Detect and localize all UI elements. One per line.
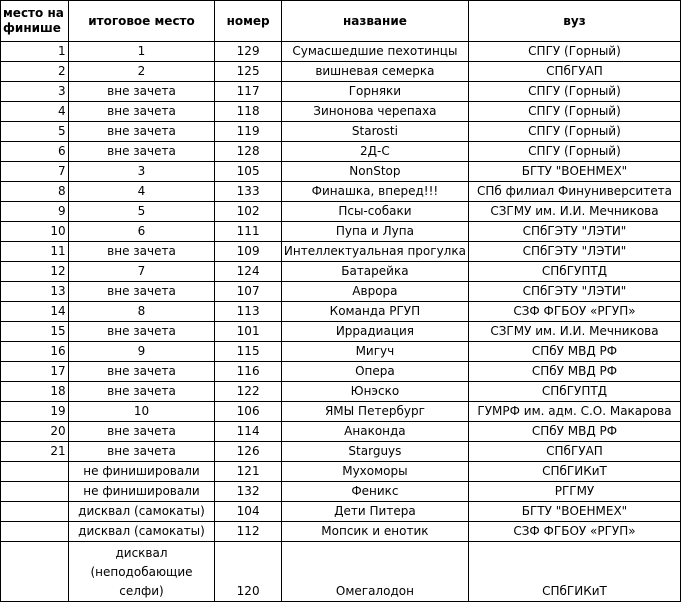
team-number-cell: 105 <box>215 162 282 182</box>
table-row <box>1 202 681 222</box>
final-place-cell: 7 <box>68 262 215 282</box>
final-place-cell: вне зачета <box>68 282 215 302</box>
finish-place-cell: 5 <box>1 122 69 142</box>
finish-place-cell: 4 <box>1 102 69 122</box>
team-name-cell: Интеллектуальная прогулка <box>281 242 468 262</box>
table-row <box>1 322 681 342</box>
team-name-cell: Starguys <box>281 442 468 462</box>
table-row <box>1 42 681 62</box>
header-row <box>1 1 681 42</box>
finish-place-cell: 2 <box>1 62 69 82</box>
finish-place-cell: 12 <box>1 262 69 282</box>
team-name-cell: NonStop <box>281 162 468 182</box>
team-name-cell: Дети Питера <box>281 502 468 522</box>
finish-place-cell: 21 <box>1 442 69 462</box>
team-number-cell: 120 <box>215 542 282 602</box>
finish-place-cell: 6 <box>1 142 69 162</box>
finish-place-cell: 10 <box>1 222 69 242</box>
table-row <box>1 442 681 462</box>
final-place-cell: дисквал (неподобающие селфи) <box>68 542 215 602</box>
finish-place-cell: 15 <box>1 322 69 342</box>
team-name-cell: Юнэско <box>281 382 468 402</box>
team-number-cell: 107 <box>215 282 282 302</box>
university-cell: СПГУ (Горный) <box>468 82 680 102</box>
team-number-cell: 121 <box>215 462 282 482</box>
table-row <box>1 342 681 362</box>
team-number-cell: 106 <box>215 402 282 422</box>
team-number-cell: 109 <box>215 242 282 262</box>
table-row <box>1 502 681 522</box>
table-row <box>1 62 681 82</box>
team-number-cell: 113 <box>215 302 282 322</box>
table-row <box>1 522 681 542</box>
finish-place-cell: 1 <box>1 42 69 62</box>
team-name-cell: Мопсик и енотик <box>281 522 468 542</box>
table-row <box>1 162 681 182</box>
team-name-cell: Аврора <box>281 282 468 302</box>
finish-place-cell <box>1 482 69 502</box>
final-place-cell: 2 <box>68 62 215 82</box>
header-finish-place: место на финише <box>1 1 69 42</box>
table-row <box>1 462 681 482</box>
team-number-cell: 119 <box>215 122 282 142</box>
finish-place-cell <box>1 522 69 542</box>
team-number-cell: 126 <box>215 442 282 462</box>
final-place-cell: не финишировали <box>68 462 215 482</box>
university-cell: СЗФ ФГБОУ «РГУП» <box>468 302 680 322</box>
finish-place-cell: 18 <box>1 382 69 402</box>
final-place-cell: 4 <box>68 182 215 202</box>
team-number-cell: 118 <box>215 102 282 122</box>
final-place-cell: вне зачета <box>68 382 215 402</box>
team-number-cell: 125 <box>215 62 282 82</box>
final-place-cell: вне зачета <box>68 82 215 102</box>
table-row <box>1 182 681 202</box>
finish-place-cell: 14 <box>1 302 69 322</box>
table-row <box>1 122 681 142</box>
final-place-cell: вне зачета <box>68 242 215 262</box>
university-cell: СПГУ (Горный) <box>468 142 680 162</box>
university-cell: СПГУ (Горный) <box>468 42 680 62</box>
table-row <box>1 362 681 382</box>
finish-place-cell <box>1 502 69 522</box>
team-name-cell: Псы-собаки <box>281 202 468 222</box>
finish-place-cell: 7 <box>1 162 69 182</box>
table-row <box>1 142 681 162</box>
team-name-cell: 2Д-С <box>281 142 468 162</box>
university-cell: СПГУ (Горный) <box>468 102 680 122</box>
university-cell: СПбУ МВД РФ <box>468 362 680 382</box>
final-place-cell: 10 <box>68 402 215 422</box>
university-cell: СПбГЭТУ "ЛЭТИ" <box>468 282 680 302</box>
team-number-cell: 124 <box>215 262 282 282</box>
team-name-cell: Финашка, вперед!!! <box>281 182 468 202</box>
university-cell: БГТУ "ВОЕНМЕХ" <box>468 162 680 182</box>
team-name-cell: Опера <box>281 362 468 382</box>
table-row <box>1 482 681 502</box>
final-place-cell: вне зачета <box>68 322 215 342</box>
team-name-cell: Феникс <box>281 482 468 502</box>
team-number-cell: 122 <box>215 382 282 402</box>
team-name-cell: Мигуч <box>281 342 468 362</box>
final-place-cell: дисквал (самокаты) <box>68 522 215 542</box>
university-cell: СПбГЭТУ "ЛЭТИ" <box>468 222 680 242</box>
final-place-cell: вне зачета <box>68 142 215 162</box>
table-row <box>1 262 681 282</box>
table-row <box>1 402 681 422</box>
final-place-cell: вне зачета <box>68 442 215 462</box>
university-cell: СПбГИКиТ <box>468 462 680 482</box>
header-final-place: итоговое место <box>68 1 215 42</box>
university-cell: ГУМРФ им. адм. С.О. Макарова <box>468 402 680 422</box>
university-cell: СПб филиал Финуниверситета <box>468 182 680 202</box>
team-name-cell: Анаконда <box>281 422 468 442</box>
table-row <box>1 82 681 102</box>
university-cell: СЗГМУ им. И.И. Мечникова <box>468 322 680 342</box>
team-number-cell: 117 <box>215 82 282 102</box>
finish-place-cell: 13 <box>1 282 69 302</box>
finish-place-cell: 8 <box>1 182 69 202</box>
team-name-cell: Команда РГУП <box>281 302 468 322</box>
university-cell: СПГУ (Горный) <box>468 122 680 142</box>
final-place-cell: вне зачета <box>68 362 215 382</box>
team-number-cell: 129 <box>215 42 282 62</box>
team-number-cell: 133 <box>215 182 282 202</box>
table-row <box>1 382 681 402</box>
university-cell: СПбГУАП <box>468 62 680 82</box>
team-number-cell: 104 <box>215 502 282 522</box>
final-place-cell: дисквал (самокаты) <box>68 502 215 522</box>
university-cell: СПбУ МВД РФ <box>468 342 680 362</box>
team-number-cell: 114 <box>215 422 282 442</box>
final-place-cell: 3 <box>68 162 215 182</box>
team-name-cell: Сумасшедшие пехотинцы <box>281 42 468 62</box>
final-place-cell: 6 <box>68 222 215 242</box>
table-row <box>1 542 681 602</box>
university-cell: СПбГЭТУ "ЛЭТИ" <box>468 242 680 262</box>
team-number-cell: 132 <box>215 482 282 502</box>
finish-place-cell: 20 <box>1 422 69 442</box>
university-cell: СПбУ МВД РФ <box>468 422 680 442</box>
team-number-cell: 116 <box>215 362 282 382</box>
university-cell: РГГМУ <box>468 482 680 502</box>
university-cell: СПбГУАП <box>468 442 680 462</box>
team-number-cell: 102 <box>215 202 282 222</box>
university-cell: СПбГУПТД <box>468 262 680 282</box>
finish-place-cell: 17 <box>1 362 69 382</box>
results-body <box>1 42 681 602</box>
table-row <box>1 282 681 302</box>
finish-place-cell: 9 <box>1 202 69 222</box>
header-university: вуз <box>468 1 680 42</box>
finish-place-cell: 11 <box>1 242 69 262</box>
table-row <box>1 242 681 262</box>
header-team-name: название <box>281 1 468 42</box>
university-cell: СЗФ ФГБОУ «РГУП» <box>468 522 680 542</box>
university-cell: СПбГУПТД <box>468 382 680 402</box>
finish-place-cell: 19 <box>1 402 69 422</box>
team-number-cell: 111 <box>215 222 282 242</box>
final-place-cell: не финишировали <box>68 482 215 502</box>
team-name-cell: Зинонова черепаха <box>281 102 468 122</box>
university-cell: БГТУ "ВОЕНМЕХ" <box>468 502 680 522</box>
final-place-cell: 9 <box>68 342 215 362</box>
finish-place-cell <box>1 542 69 602</box>
final-place-cell: 5 <box>68 202 215 222</box>
table-row <box>1 302 681 322</box>
team-name-cell: Мухоморы <box>281 462 468 482</box>
team-number-cell: 128 <box>215 142 282 162</box>
team-number-cell: 101 <box>215 322 282 342</box>
team-name-cell: Пупа и Лупа <box>281 222 468 242</box>
team-name-cell: Горняки <box>281 82 468 102</box>
table-row <box>1 422 681 442</box>
finish-place-cell: 3 <box>1 82 69 102</box>
finish-place-cell <box>1 462 69 482</box>
team-name-cell: Омегалодон <box>281 542 468 602</box>
header-number: номер <box>215 1 282 42</box>
team-name-cell: вишневая семерка <box>281 62 468 82</box>
university-cell: СПбГИКиТ <box>468 542 680 602</box>
table-row <box>1 222 681 242</box>
final-place-cell: 8 <box>68 302 215 322</box>
final-place-cell: вне зачета <box>68 122 215 142</box>
finish-place-cell: 16 <box>1 342 69 362</box>
team-name-cell: ЯМЫ Петербург <box>281 402 468 422</box>
final-place-cell: вне зачета <box>68 102 215 122</box>
team-name-cell: Иррадиация <box>281 322 468 342</box>
table-row <box>1 102 681 122</box>
team-name-cell: Starosti <box>281 122 468 142</box>
university-cell: СЗГМУ им. И.И. Мечникова <box>468 202 680 222</box>
team-number-cell: 112 <box>215 522 282 542</box>
final-place-cell: 1 <box>68 42 215 62</box>
final-place-cell: вне зачета <box>68 422 215 442</box>
team-name-cell: Батарейка <box>281 262 468 282</box>
team-number-cell: 115 <box>215 342 282 362</box>
